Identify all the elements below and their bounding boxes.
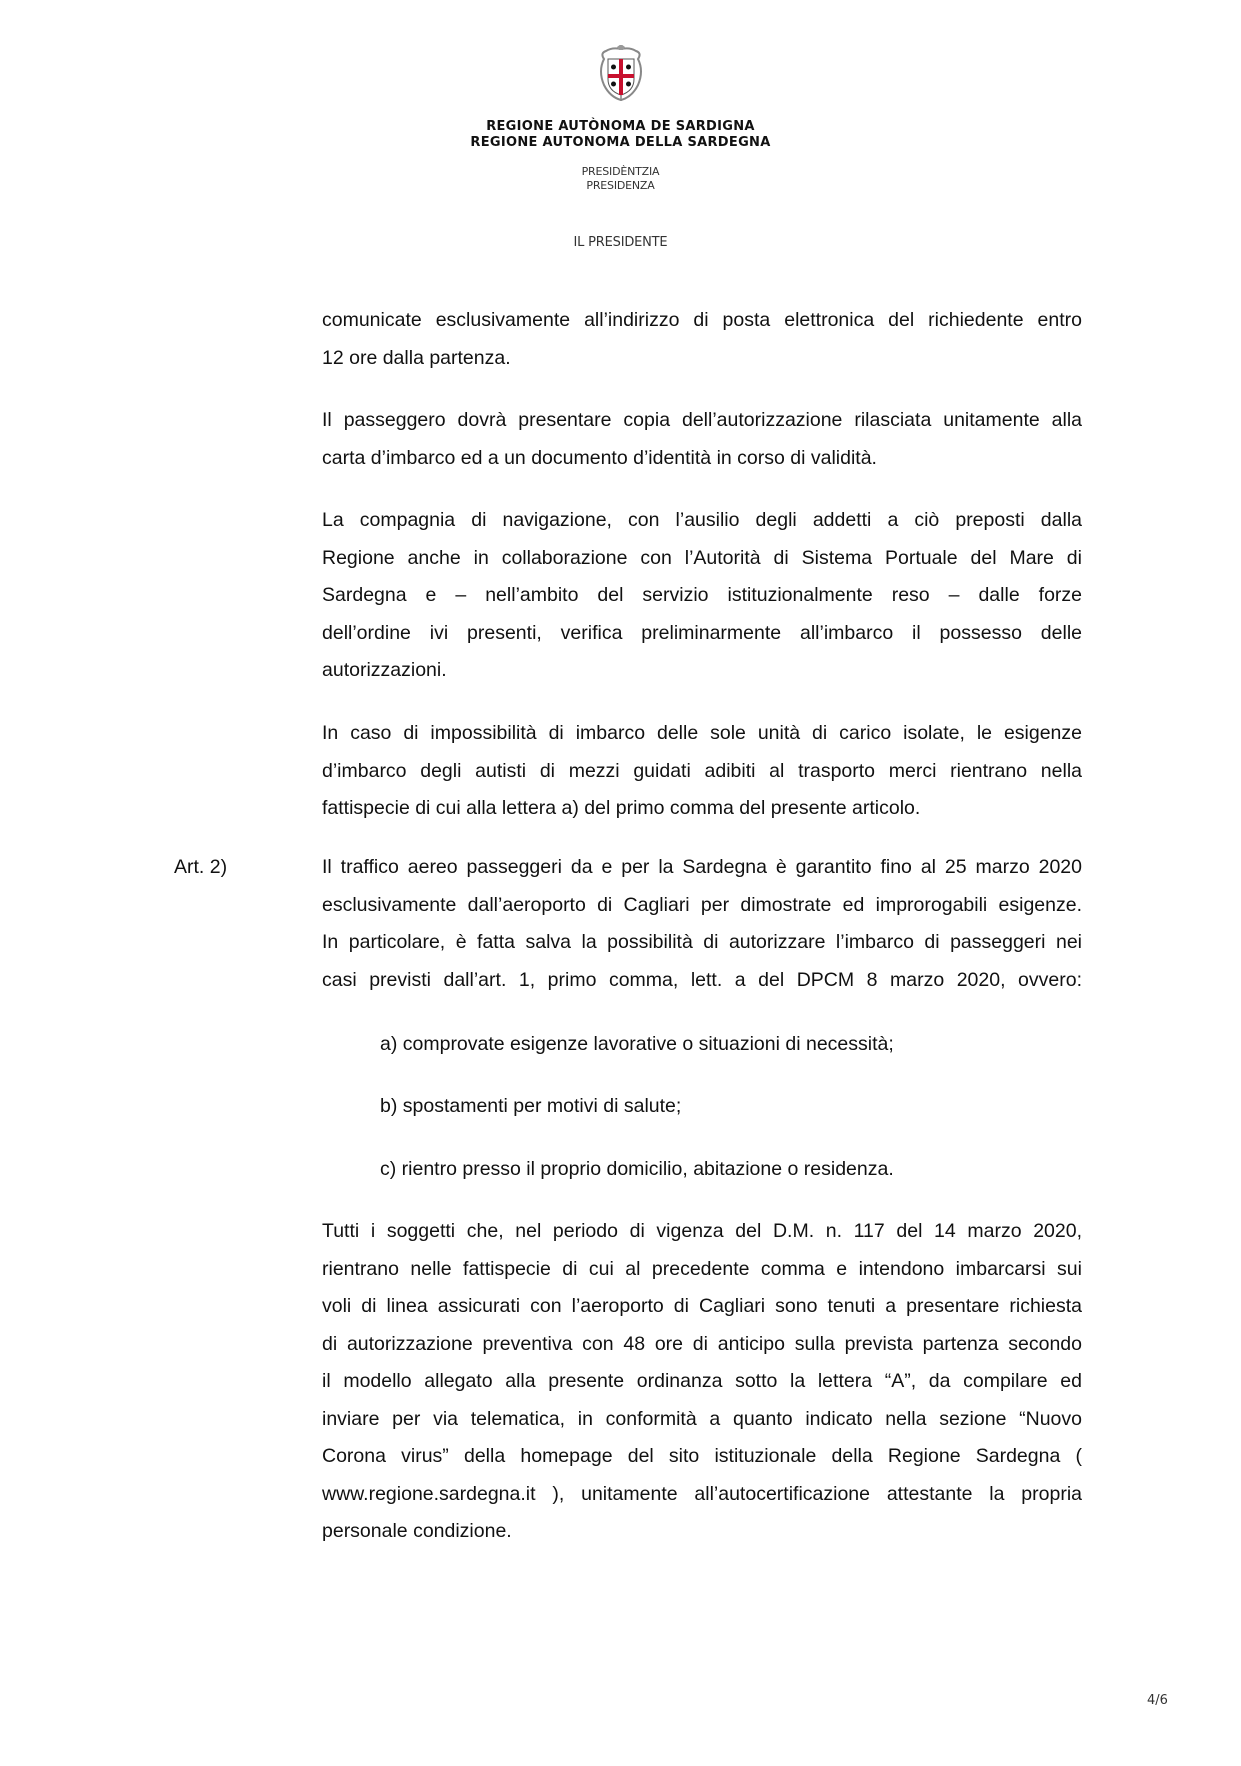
list-item-b: b) spostamenti per motivi di salute;: [380, 1095, 682, 1117]
list-item-c: c) rientro presso il proprio domicilio, abitazione o residenza.: [380, 1158, 894, 1180]
text-line: Tutti i soggetti che, nel periodo di vigenza del D.M. n. 117 del 14 marzo 2020,: [322, 1220, 1082, 1242]
sardinia-emblem-icon: [596, 45, 646, 103]
article-2-intro: [322, 855, 1082, 1005]
text-line: fattispecie di cui alla lettera a) del primo comma del presente articolo.: [322, 797, 921, 819]
text-line: autorizzazioni.: [322, 659, 447, 681]
text-line: 12 ore dalla partenza.: [322, 346, 511, 369]
paragraph-2: [322, 408, 1082, 483]
list-item-a: a) comprovate esigenze lavorative o situazioni di necessità;: [380, 1033, 894, 1055]
text-line: comunicate esclusivamente all’indirizzo di posta elettronica del richiedente entro: [322, 309, 1082, 331]
text-line: Il traffico aereo passeggeri da e per la Sardegna è garantito fino al 25 marzo 2020: [322, 856, 1082, 878]
text-line: d’imbarco degli autisti di mezzi guidati adibiti al trasporto merci rientrano nella: [322, 759, 1082, 782]
article-label: Art. 2): [174, 856, 228, 878]
signatory-title: IL PRESIDENTE: [573, 235, 668, 250]
text-line: Corona virus” della homepage del sito istituzionale della Regione Sardegna (: [322, 1445, 1082, 1467]
text-line: rientrano nelle fattispecie di cui al precedente comma e intendono imbarcarsi sui: [322, 1257, 1082, 1280]
paragraph-1: [322, 308, 1082, 383]
text-line: Regione anche in collaborazione con l’Autorità di Sistema Portuale del Mare di: [322, 546, 1082, 569]
text-line: La compagnia di navigazione, con l’ausilio degli addetti a ciò preposti dalla: [322, 509, 1082, 531]
coat-of-arms-logo: [596, 45, 646, 103]
text-line: Sardegna e – nell’ambito del servizio istituzionalmente reso – dalle forze: [322, 584, 1082, 606]
text-line: casi previsti dall’art. 1, primo comma, lett. a del DPCM 8 marzo 2020, ovvero:: [322, 968, 1082, 991]
office-name-sardinian: PRESIDÈNTZIA: [581, 165, 660, 178]
text-line: www.regione.sardegna.it ), unitamente all’autocertificazione attestante la propria: [322, 1482, 1082, 1505]
text-line: dell’ordine ivi presenti, verifica preliminarmente all’imbarco il possesso delle: [322, 621, 1082, 644]
text-line: il modello allegato alla presente ordinanza sotto la lettera “A”, da compilare ed: [322, 1370, 1082, 1392]
office-name-italian: PRESIDENZA: [586, 179, 655, 192]
region-name-sardinian: REGIONE AUTÒNOMA DE SARDIGNA: [486, 119, 755, 134]
paragraph-4: [322, 721, 1082, 834]
text-line: personale condizione.: [322, 1520, 512, 1542]
article-2-closing: [322, 1219, 1082, 1557]
text-line: Il passeggero dovrà presentare copia dell’autorizzazione rilasciata unitamente alla: [322, 409, 1082, 431]
text-line: voli di linea assicurati con l’aeroporto di Cagliari sono tenuti a presentare richiesta: [322, 1295, 1082, 1317]
paragraph-3: [322, 508, 1082, 696]
page-number: 4/6: [1147, 1693, 1168, 1708]
text-line: carta d’imbarco ed a un documento d’identità in corso di validità.: [322, 446, 877, 469]
text-line: di autorizzazione preventiva con 48 ore di anticipo sulla prevista partenza secondo: [322, 1332, 1082, 1355]
text-line: inviare per via telematica, in conformità a quanto indicato nella sezione “Nuovo: [322, 1407, 1082, 1430]
text-line: In particolare, è fatta salva la possibilità di autorizzare l’imbarco di passeggeri nei: [322, 931, 1082, 953]
region-name-italian: REGIONE AUTONOMA DELLA SARDEGNA: [470, 135, 771, 150]
text-line: In caso di impossibilità di imbarco delle sole unità di carico isolate, le esigenze: [322, 722, 1082, 744]
text-line: esclusivamente dall’aeroporto di Cagliari per dimostrate ed improrogabili esigenze.: [322, 893, 1082, 916]
